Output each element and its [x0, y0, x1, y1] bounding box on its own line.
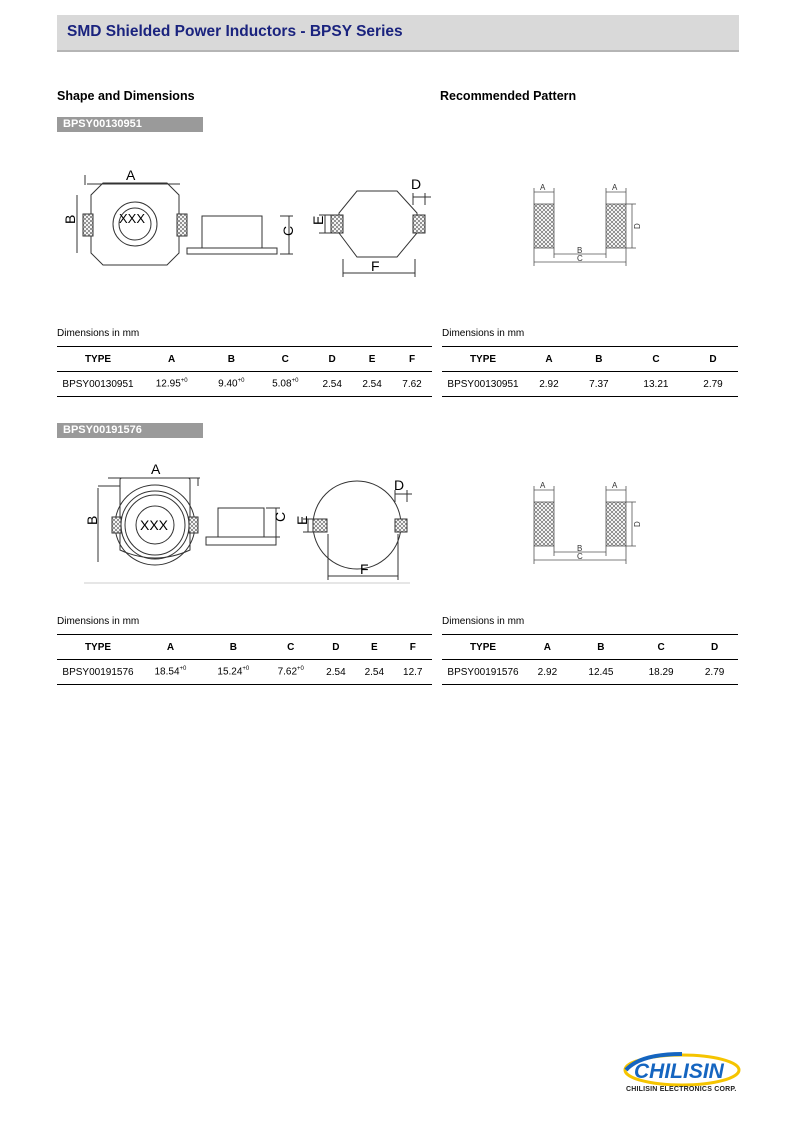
col-b: B: [571, 635, 631, 660]
part1-pattern-caption: Dimensions in mm: [442, 328, 525, 339]
part1-marking-text: XXX: [119, 211, 146, 226]
col-c: C: [631, 635, 691, 660]
cell-b: 12.45: [571, 660, 631, 685]
part2-pattern-table: [442, 634, 738, 685]
part1-pattern-label-d: D: [633, 223, 642, 229]
part2-drawing: [80, 458, 420, 586]
part2-label-f: F: [360, 561, 369, 577]
col-d: D: [688, 347, 738, 372]
col-b: B: [202, 635, 265, 660]
part2-label-e: E: [294, 515, 310, 525]
table-row: [442, 372, 738, 397]
part2-pattern-caption: Dimensions in mm: [442, 616, 525, 627]
part1-side-view: [202, 216, 262, 248]
cell-d: 2.79: [688, 372, 738, 397]
col-a: A: [524, 635, 571, 660]
part2-pattern-label-d: D: [633, 521, 642, 527]
col-c: C: [265, 635, 317, 660]
part1-dimensions-table: [57, 346, 432, 397]
cell-b: $15.24^{+0}$: [202, 660, 265, 685]
col-a: A: [524, 347, 574, 372]
cell-a: $18.54^{+0}$: [139, 660, 202, 685]
part1-label-d: D: [411, 176, 422, 192]
cell-type: BPSY00191576: [57, 660, 139, 685]
part2-pattern-label-b: B: [577, 544, 583, 553]
cell-a: $12.95^{+0}$: [139, 372, 204, 397]
part2-label-d: D: [394, 477, 405, 493]
cell-a: 2.92: [524, 660, 571, 685]
cell-c: $5.08^{+0}$: [258, 372, 312, 397]
part2-label-a: A: [151, 461, 161, 477]
cell-a: 2.92: [524, 372, 574, 397]
title-bar: [57, 15, 739, 52]
table-header-row: [57, 347, 432, 372]
part2-label-b: B: [84, 515, 100, 525]
table-header-row: [57, 635, 432, 660]
cell-c: $7.62^{+0}$: [265, 660, 317, 685]
col-d: D: [312, 347, 352, 372]
col-c: C: [624, 347, 688, 372]
col-type: TYPE: [442, 347, 524, 372]
col-type: TYPE: [442, 635, 524, 660]
cell-b: $9.40^{+0}$: [204, 372, 258, 397]
part-tag-1: BPSY00130951: [57, 117, 203, 132]
cell-f: 7.62: [392, 372, 432, 397]
col-e: E: [352, 347, 392, 372]
chilisin-logo: [620, 1048, 760, 1108]
part1-pattern-label-c: C: [577, 254, 583, 263]
cell-e: 2.54: [355, 660, 393, 685]
col-a: A: [139, 347, 204, 372]
col-e: E: [355, 635, 393, 660]
cell-d: 2.54: [317, 660, 355, 685]
part1-label-c: C: [280, 225, 296, 236]
part1-drawing: [55, 165, 445, 280]
col-a: A: [139, 635, 202, 660]
table-row: [57, 372, 432, 397]
part1-dim-caption: Dimensions in mm: [57, 328, 140, 339]
part-tag-2: BPSY00191576: [57, 423, 203, 438]
cell-type: BPSY00191576: [442, 660, 524, 685]
part1-label-b: B: [62, 214, 78, 224]
table-header-row: [442, 347, 738, 372]
part1-pattern-table: [442, 346, 738, 397]
recommended-pattern-heading: Recommended Pattern: [440, 89, 577, 103]
part2-dimensions-table: [57, 634, 432, 685]
part2-side-view: [218, 508, 264, 537]
part1-label-e: E: [310, 215, 326, 225]
part2-pattern-label-c: C: [577, 552, 583, 561]
cell-c: 13.21: [624, 372, 688, 397]
part1-label-f: F: [371, 258, 380, 274]
page-title: SMD Shielded Power Inductors - BPSY Series: [67, 23, 403, 40]
col-f: F: [394, 635, 432, 660]
cell-e: 2.54: [352, 372, 392, 397]
table-row: [57, 660, 432, 685]
part2-pattern-label-a1: A: [540, 481, 546, 490]
shape-dimensions-heading: Shape and Dimensions: [57, 89, 195, 103]
col-b: B: [204, 347, 258, 372]
col-type: TYPE: [57, 347, 139, 372]
cell-type: BPSY00130951: [57, 372, 139, 397]
cell-d: 2.79: [691, 660, 738, 685]
col-d: D: [317, 635, 355, 660]
col-b: B: [574, 347, 624, 372]
cell-d: 2.54: [312, 372, 352, 397]
part1-bottom-view: [339, 191, 417, 257]
cell-f: 12.7: [394, 660, 432, 685]
part2-dim-caption: Dimensions in mm: [57, 616, 140, 627]
company-name: CHILISIN ELECTRONICS CORP.: [626, 1086, 737, 1093]
part2-pattern-label-a2: A: [612, 481, 618, 490]
part2-pattern-drawing: [520, 480, 660, 570]
col-f: F: [392, 347, 432, 372]
part1-pattern-drawing: [520, 182, 660, 272]
col-d: D: [691, 635, 738, 660]
col-c: C: [258, 347, 312, 372]
part1-label-a: A: [126, 167, 136, 183]
table-header-row: [442, 635, 738, 660]
part1-pattern-label-b: B: [577, 246, 583, 255]
part1-pattern-label-a1: A: [540, 183, 546, 192]
cell-c: 18.29: [631, 660, 691, 685]
part1-pattern-label-a2: A: [612, 183, 618, 192]
part2-label-c: C: [272, 511, 288, 522]
part2-marking-text: XXX: [140, 517, 169, 533]
logo-text: CHILISIN: [634, 1060, 724, 1083]
cell-type: BPSY00130951: [442, 372, 524, 397]
col-type: TYPE: [57, 635, 139, 660]
table-row: [442, 660, 738, 685]
cell-b: 7.37: [574, 372, 624, 397]
